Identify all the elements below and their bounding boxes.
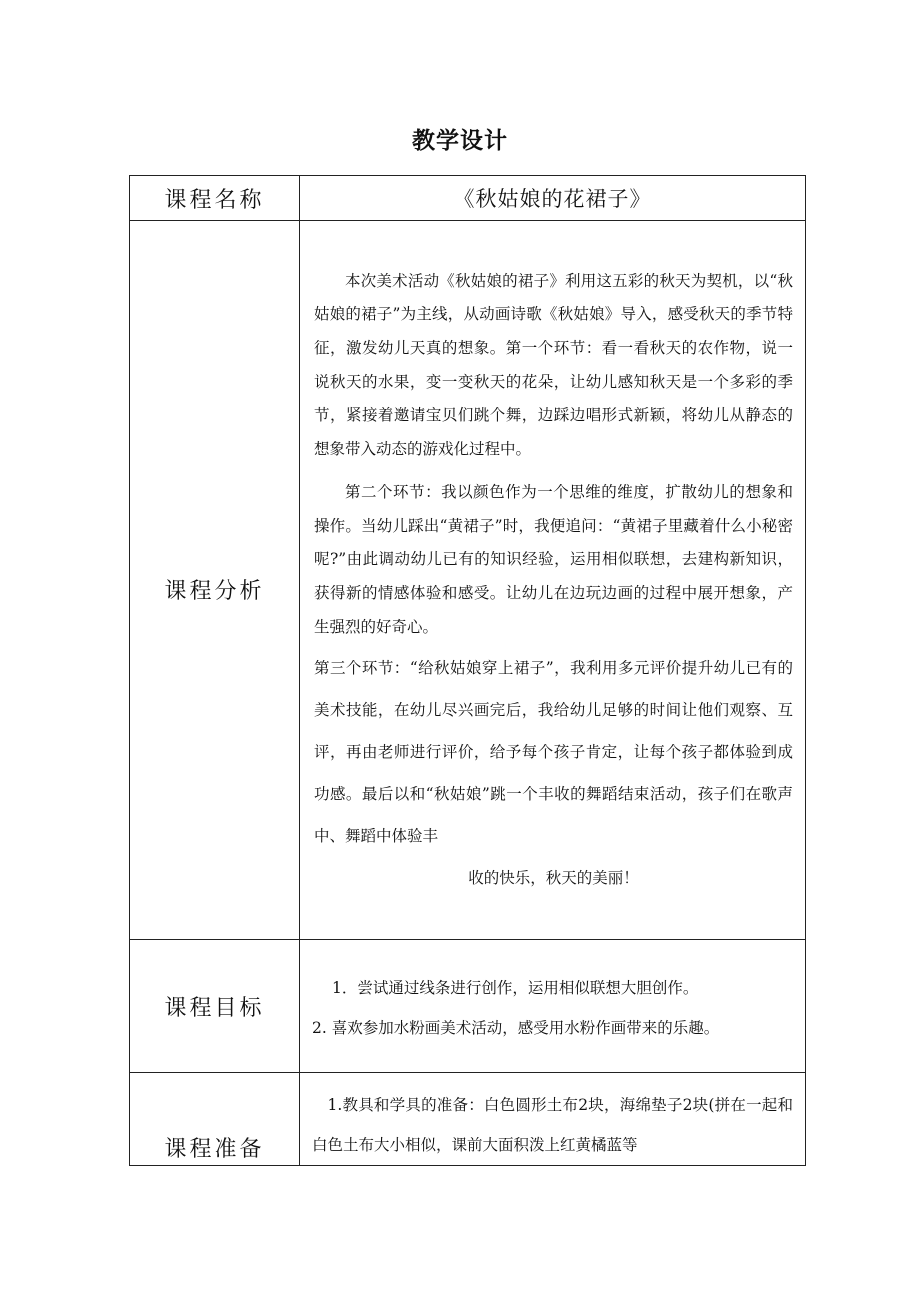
page-title: 教学设计	[412, 128, 508, 154]
goal-item-1: 1．尝试通过线条进行创作，运用相似联想大胆创作。	[332, 979, 699, 997]
analysis-paragraph-1: 本次美术活动《秋姑娘的裙子》利用这五彩的秋天为契机，以“秋姑娘的裙子”为主线，从动画诗歌《秋姑娘》导入，感受秋天的季节特征，激发幼儿天真的想象。第一个环节：看一看秋天的农作物，说一说秋天的水果，变一变秋天的花朵，让幼儿感知秋天是一个多彩的季节，紧接着邀请宝贝们跳个舞，边踩边唱形式新颖，将幼儿从静态的想象带入动态的游戏化过程中。	[314, 271, 793, 458]
row-course-goals	[130, 940, 806, 1073]
row-course-preparation	[130, 1073, 806, 1166]
course-name-label: 课程名称	[130, 176, 300, 221]
course-preparation-label: 课程准备	[130, 1073, 300, 1166]
goal-item-2: 2. 喜欢参加水粉画美术活动，感受用水粉作画带来的乐趣。	[312, 1019, 720, 1037]
course-name-value: 《秋姑娘的花裙子》	[300, 176, 806, 221]
course-goals-cell	[300, 940, 806, 1073]
course-analysis-cell	[300, 221, 806, 940]
course-preparation-cell	[300, 1073, 806, 1166]
lesson-plan-table	[129, 175, 806, 1166]
course-goals-label: 课程目标	[130, 940, 300, 1073]
analysis-paragraph-2: 第二个环节：我以颜色作为一个思维的维度，扩散幼儿的想象和操作。当幼儿踩出“黄裙子”时，我便追问：“黄裙子里藏着什么小秘密呢?”由此调动幼儿已有的知识经验，运用相似联想，去建构新知识，获得新的情感体验和感受。让幼儿在边玩边画的过程中展开想象，产生强烈的好奇心。	[314, 483, 793, 636]
analysis-paragraph-3: 第三个环节：“给秋姑娘穿上裙子”，我利用多元评价提升幼儿已有的美术技能，在幼儿尽兴画完后，我给幼儿足够的时间让他们观察、互评，再由老师进行评价，给予每个孩子肯定，让每个孩子都体验到成功感。最后以和“秋姑娘”跳一个丰收的舞蹈结束活动，孩子们在歌声中、舞蹈中体验丰	[314, 659, 793, 846]
row-course-name	[130, 176, 806, 221]
analysis-paragraph-3-end: 收的快乐，秋天的美丽！	[468, 869, 639, 888]
course-analysis-label: 课程分析	[130, 221, 300, 940]
row-course-analysis	[130, 221, 806, 940]
preparation-item-1: 1.教具和学具的准备：白色圆形土布2块，海绵垫子2块(拼在一起和白色土布大小相似，课前大面积泼上红黄橘蓝等	[312, 1096, 793, 1154]
